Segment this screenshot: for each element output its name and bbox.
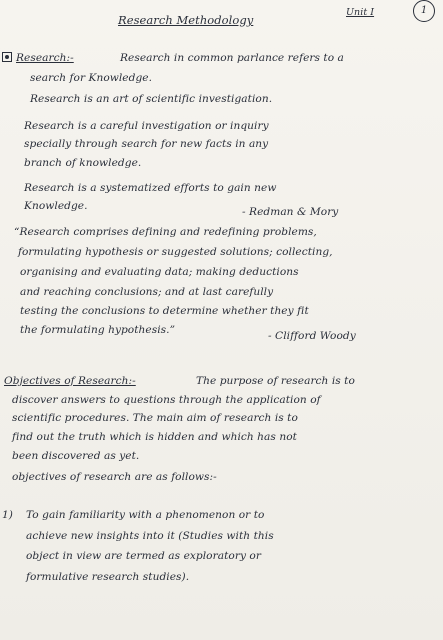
unit-label: Unit I: [346, 7, 375, 18]
list-item-line-0: To gain familiarity with a phenomenon or to: [26, 509, 265, 521]
list-item-line-1: achieve new insights into it (Studies with this: [26, 530, 274, 542]
objectives-heading: Objectives of Research:-: [4, 375, 136, 387]
list-item-line-3: formulative research studies).: [26, 571, 190, 583]
research-line-3: Research is a careful investigation or inquiry: [24, 120, 269, 132]
list-item-line-2: object in view are termed as exploratory or: [26, 550, 261, 562]
research-citation-2: - Clifford Woody: [268, 330, 356, 342]
objectives-line-0: The purpose of research is to: [196, 375, 355, 387]
objectives-line-4: been discovered as yet.: [12, 450, 140, 462]
research-line-5: branch of knowledge.: [24, 157, 142, 169]
research-line-7: Knowledge.: [24, 200, 88, 212]
research-citation-1: - Redman & Mory: [242, 206, 339, 218]
research-line-1: search for Knowledge.: [30, 72, 153, 84]
research-line-10: formulating hypothesis or suggested solutions; collecting,: [18, 246, 333, 258]
research-line-2: Research is an art of scientific investigation.: [30, 93, 273, 105]
objectives-line-3: find out the truth which is hidden and which has not: [12, 431, 297, 443]
research-line-4: specially through search for new facts in any: [24, 138, 269, 150]
research-line-13: testing the conclusions to determine whether they fit: [20, 305, 309, 317]
square-bullet-icon: [2, 52, 12, 62]
objectives-line-5: objectives of research are as follows:-: [12, 471, 217, 483]
research-line-6: Research is a systematized efforts to gain new: [24, 182, 277, 194]
objectives-line-1: discover answers to questions through the application of: [12, 394, 321, 406]
research-line-14: the formulating hypothesis.”: [20, 324, 176, 336]
research-line-9: “Research comprises defining and redefining problems,: [14, 226, 317, 238]
objectives-line-2: scientific procedures. The main aim of research is to: [12, 412, 298, 424]
page-number-circle: 1: [413, 0, 435, 22]
page-title: Research Methodology: [118, 13, 254, 27]
research-heading: Research:-: [16, 52, 74, 64]
research-line-0: Research in common parlance refers to a: [120, 52, 344, 64]
research-line-12: and reaching conclusions; and at last carefully: [20, 286, 274, 298]
list-item-number: 1): [2, 509, 13, 521]
research-line-11: organising and evaluating data; making deductions: [20, 266, 299, 278]
